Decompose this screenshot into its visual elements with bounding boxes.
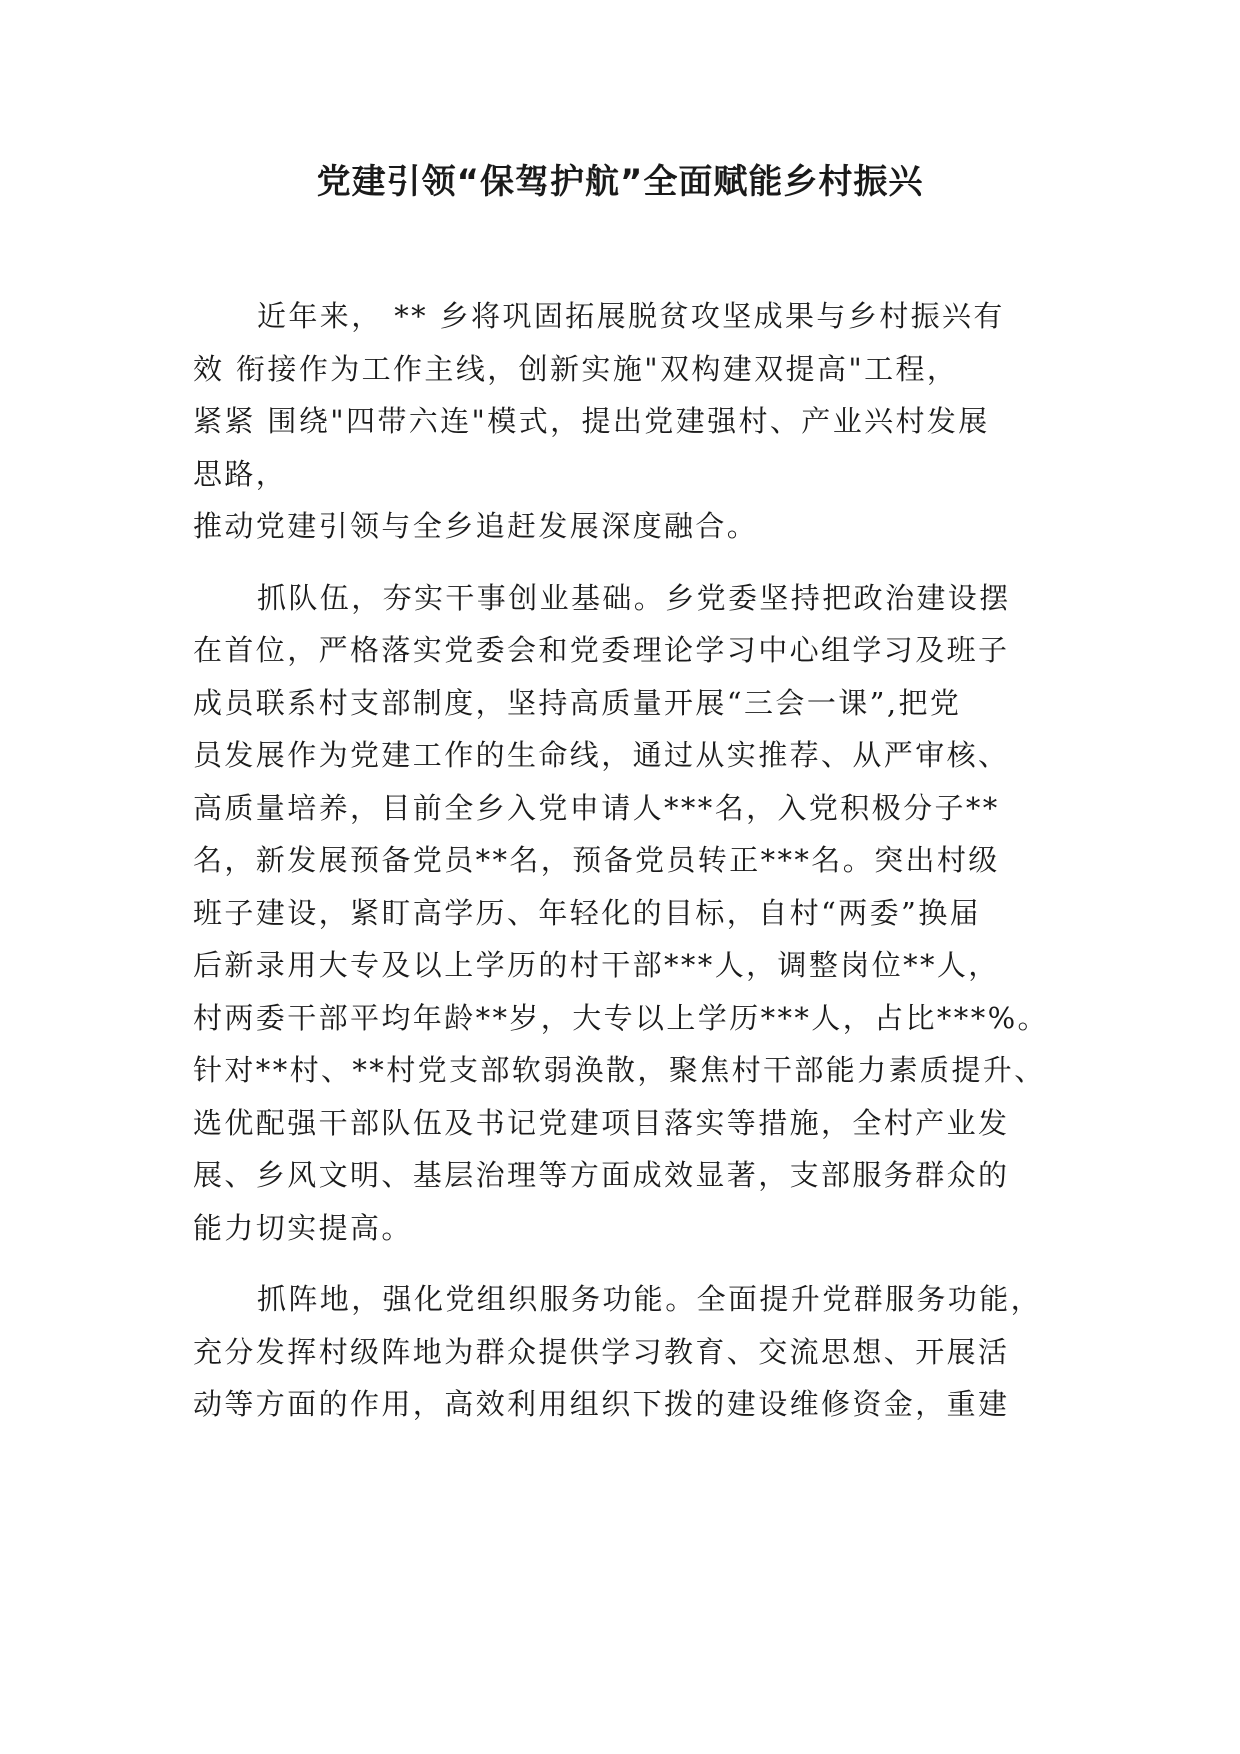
paragraph-line: 充分发挥村级阵地为群众提供学习教育、交流思想、开展活	[193, 1334, 1010, 1369]
paragraph-line: 紧紧 围绕"四带六连"模式，提出党建强村、产业兴村发展	[193, 404, 990, 438]
paragraph-line: 动等方面的作用，高效利用组织下拨的建设维修资金，重建	[193, 1387, 1010, 1421]
paragraph-line: 展、乡风文明、基层治理等方面成效显著，支部服务群众的	[193, 1158, 1010, 1192]
document-title: 党建引领“保驾护航”全面赋能乡村振兴	[316, 162, 924, 202]
paragraph-line: 效 衔接作为工作主线，创新实施"双构建双提高"工程，	[193, 351, 959, 386]
paragraph-gap	[193, 1254, 1053, 1273]
paragraph-line: 班子建设，紧盯高学历、年轻化的目标，自村“两委”换届	[193, 895, 982, 930]
paragraph-line: 选优配强干部队伍及书记党建项目落实等措施，全村产业发	[193, 1105, 1010, 1140]
paragraph-line: 推动党建引领与全乡追赶发展深度融合。	[193, 509, 759, 543]
paragraph-3	[193, 1273, 1053, 1431]
paragraph-line: 在首位，严格落实党委会和党委理论学习中心组学习及班子	[193, 633, 1010, 667]
paragraph-line: 针对**村、**村党支部软弱涣散，聚焦村干部能力素质提升、	[193, 1053, 1046, 1087]
paragraph-gap	[193, 553, 1053, 572]
paragraph-line: 村两委干部平均年龄**岁，大专以上学历***人，占比***%。	[193, 1000, 1049, 1035]
paragraph-line: 抓阵地，强化党组织服务功能。全面提升党群服务功能，	[257, 1282, 1043, 1316]
paragraph-line: 员发展作为党建工作的生命线，通过从实推荐、从严审核、	[193, 738, 1010, 772]
paragraph-line: 抓队伍，夯实干事创业基础。乡党委坚持把政治建设摆	[257, 580, 1011, 615]
paragraph-2	[193, 572, 1053, 1255]
paragraph-line: 思路，	[193, 456, 288, 491]
paragraph-line: 名，新发展预备党员**名，预备党员转正***名。突出村级	[193, 843, 1000, 877]
paragraph-line: 成员联系村支部制度，坚持高质量开展“三会一课”,把党	[193, 685, 962, 720]
paragraph-line: 能力切实提高。	[193, 1210, 413, 1245]
paragraph-line: 近年来， ** 乡将巩固拓展脱贫攻坚成果与乡村振兴有	[257, 299, 1005, 333]
paragraph-line: 后新录用大专及以上学历的村干部***人，调整岗位**人，	[193, 948, 1000, 982]
paragraph-line: 高质量培养，目前全乡入党申请人***名，入党积极分子**	[193, 790, 1000, 825]
paragraph-1	[193, 290, 1053, 553]
document-body	[193, 290, 1053, 1431]
